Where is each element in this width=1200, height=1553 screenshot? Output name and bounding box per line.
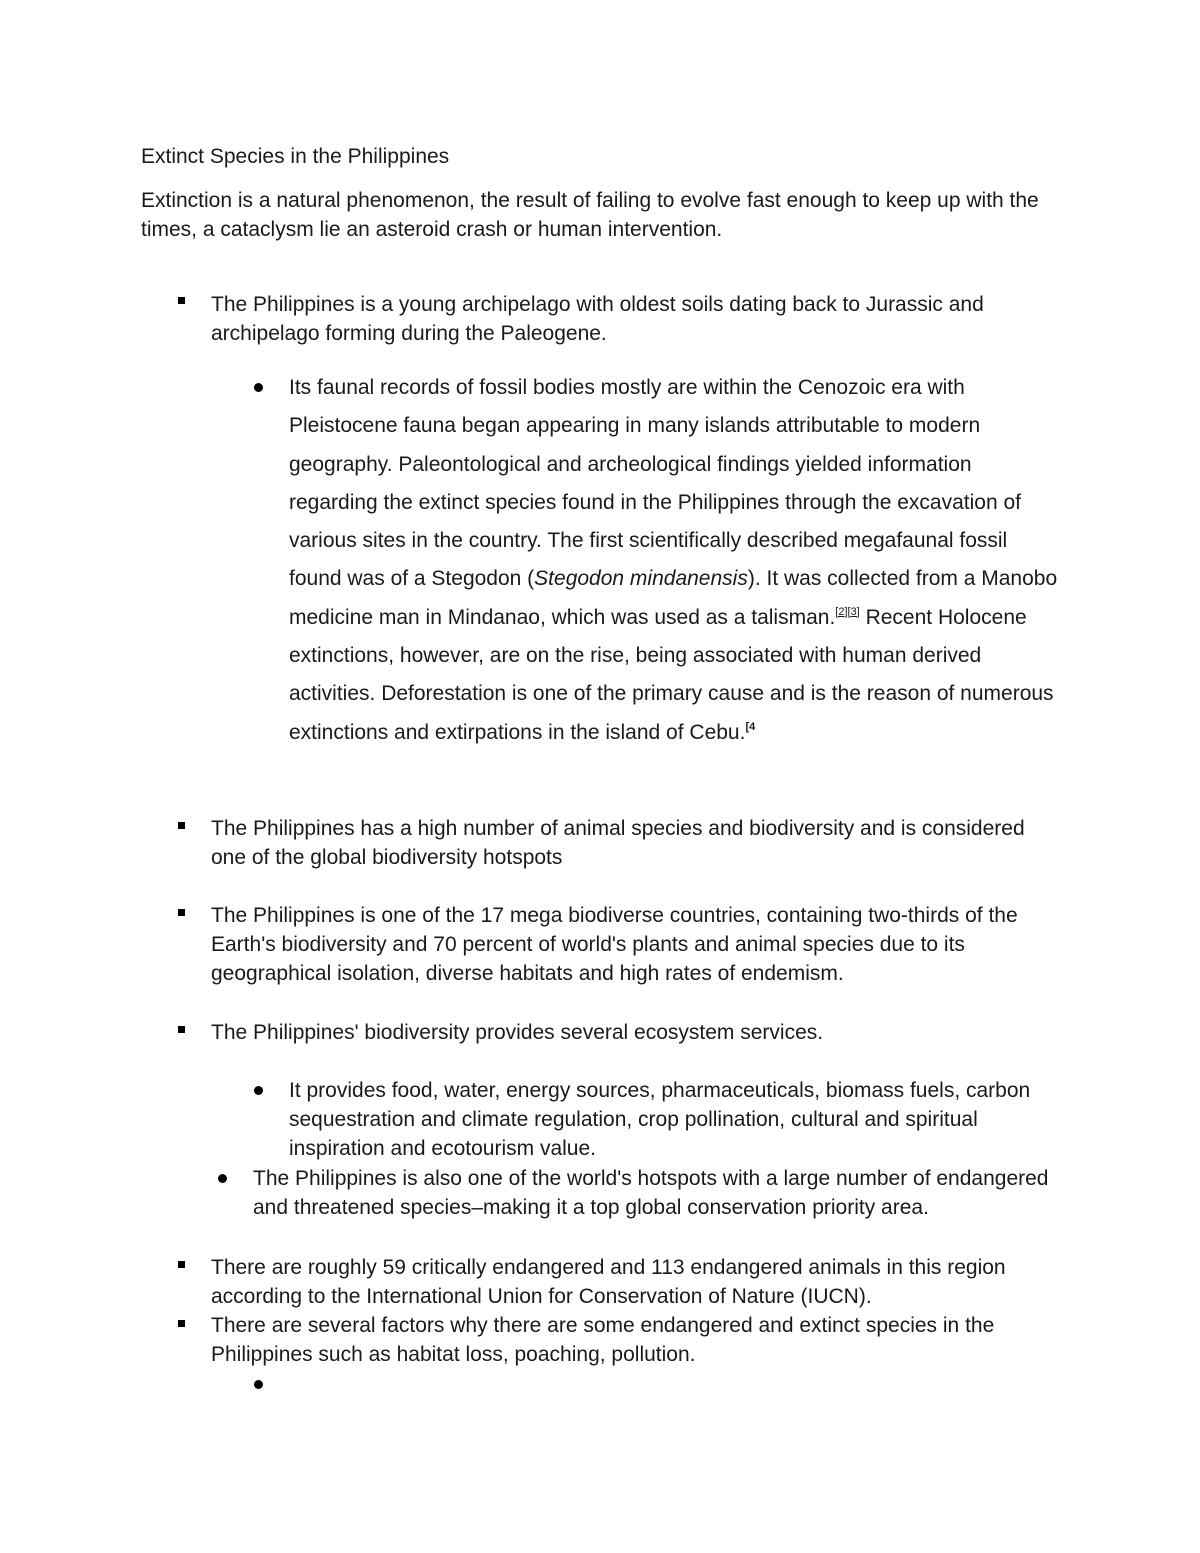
square-bullet-icon (178, 909, 185, 916)
sub-bullet-text: It provides food, water, energy sources, pharmaceuticals, biomass fuels, carbon sequestration and climate regulation, crop pollination, cultural and spiritual inspiration and ecotourism value. (289, 1079, 1031, 1160)
sub-text-part: Recent Holocene extinctions, however, are on the rise, being associated with human derived activities. Deforestation is one of the primary cause and is the reason of numerous extinctions and extirpations in the island of Cebu. (289, 605, 1054, 744)
round-bullet-icon (254, 1086, 263, 1095)
round-bullet-icon (218, 1174, 227, 1183)
round-bullet-icon (254, 383, 263, 392)
bullet-text: There are several factors why there are some endangered and extinct species in the Philippines such as habitat loss, poaching, pollution. (211, 1314, 995, 1366)
square-bullet-icon (178, 1261, 185, 1268)
sub-text-part: ). It was collected from a Manobo medicine man in Mindanao, which was used as a talisman. (289, 567, 1058, 629)
citation-link[interactable]: [4 (745, 720, 756, 733)
bullet-text: The Philippines' biodiversity provides several ecosystem services. (211, 1021, 824, 1044)
bullet-text: There are roughly 59 critically endangered and 113 endangered animals in this region according to the International Union for Conservation of Nature (IUCN). (211, 1256, 1006, 1308)
bullet-text: The Philippines is a young archipelago with oldest soils dating back to Jurassic and archipelago forming during the Paleogene. (211, 293, 984, 345)
round-bullet-icon (254, 1380, 263, 1389)
bullet-text: The Philippines is one of the 17 mega biodiverse countries, containing two-thirds of the Earth's biodiversity and 70 percent of world's plants and animal species due to its geographical isolation, diverse habitats and high rates of endemism. (211, 904, 1018, 985)
square-bullet-icon (178, 297, 185, 304)
bullet-text: The Philippines has a high number of animal species and biodiversity and is considered one of the global biodiversity hotspots (211, 817, 1025, 869)
citation-link[interactable]: [2][3] (835, 605, 860, 618)
sub-bullet-text: The Philippines is also one of the world's hotspots with a large number of endangered and threatened species–making it a top global conservation priority area. (253, 1167, 1049, 1219)
species-name: Stegodon mindanensis (534, 567, 748, 591)
sub-bullet-text (289, 369, 1064, 752)
sub-text-part: Its faunal records of fossil bodies mostly are within the Cenozoic era with Pleistocene fauna began appearing in many islands attributable to modern geography. Paleontological and archeological findings yielded information regarding the extinct species found in the Philippines through the excavation of various sites in the country. The first scientifically described megafaunal fossil found was of a Stegodon ( (289, 376, 1021, 591)
intro-paragraph: Extinction is a natural phenomenon, the result of failing to evolve fast enough to keep up with the times, a cataclysm lie an asteroid crash or human intervention. (141, 189, 1039, 241)
square-bullet-icon (178, 1320, 185, 1327)
square-bullet-icon (178, 822, 185, 829)
document-title: Extinct Species in the Philippines (141, 145, 450, 168)
square-bullet-icon (178, 1026, 185, 1033)
